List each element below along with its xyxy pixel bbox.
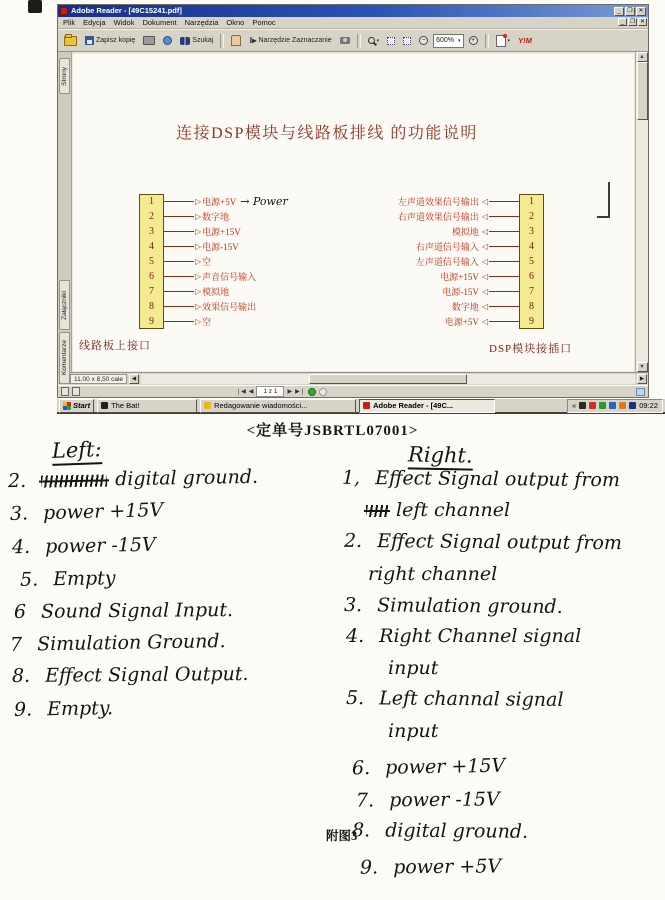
pin-label: 声音信号输入	[202, 272, 257, 282]
right-connector-caption: DSP模块接插口	[489, 343, 573, 355]
handwritten-note: 9. Empty.	[13, 697, 114, 721]
scroll-up-icon[interactable]: ▲	[637, 52, 648, 62]
pin-row	[139, 299, 288, 314]
handwritten-note: 4. Right Channel signal	[346, 625, 582, 647]
pin-label: 左声道效果信号输出	[397, 197, 479, 207]
arrow-left-icon: ◁	[481, 241, 488, 251]
menu-okno[interactable]: Okno	[226, 18, 245, 27]
tab-komentarze[interactable]: Komentarze	[59, 332, 70, 384]
arrow-right-icon: ▷	[195, 241, 202, 251]
handwritten-note: 5. Empty	[19, 567, 116, 591]
pin-number: 8	[149, 301, 154, 312]
zoom-in-button[interactable]	[466, 34, 481, 47]
pin-number: 9	[529, 316, 534, 327]
scroll-right-icon[interactable]: ▶	[637, 374, 647, 384]
pin-label: 电源+15V	[440, 272, 479, 282]
menu-edycja[interactable]: Edycja	[83, 18, 106, 27]
pin-label: 模拟地	[451, 227, 479, 237]
search-button[interactable]: Szukaj	[177, 35, 216, 47]
pin-row	[139, 269, 288, 284]
minimize-button[interactable]: _	[614, 7, 624, 16]
right-connector-diagram	[329, 194, 544, 329]
tab-zalaczniki[interactable]: Załączniki	[59, 280, 70, 330]
pin-wire	[489, 261, 519, 262]
arrow-right-icon: ▷	[195, 211, 202, 221]
pin-number: 7	[149, 286, 154, 297]
pin-number: 8	[529, 301, 534, 312]
pin-number: 6	[529, 271, 534, 282]
pin-label: 电源+15V	[202, 227, 241, 237]
chevron-down-icon: ▾	[376, 37, 380, 44]
vertical-scrollbar[interactable]	[635, 52, 648, 372]
camera-icon	[340, 37, 350, 44]
pin-wire	[164, 216, 194, 217]
first-page-button[interactable]: ❘◀	[236, 388, 246, 395]
handwritten-note: 3. power +15V	[9, 498, 164, 526]
pin-wire	[489, 216, 519, 217]
pin-number: 1	[529, 196, 534, 207]
pin-row	[139, 314, 288, 329]
pin-row	[329, 254, 544, 269]
globe-icon	[163, 36, 172, 45]
figure-label: 附图3	[326, 829, 358, 843]
pin-number: 9	[149, 316, 154, 327]
pin-number: 1	[149, 196, 154, 207]
pin-row	[329, 269, 544, 284]
pin-wire	[164, 231, 194, 232]
scroll-left-icon[interactable]: ◀	[129, 374, 139, 384]
pin-wire	[489, 306, 519, 307]
handwritten-note: 8. digital ground.	[351, 819, 529, 843]
arrow-right-icon: ▷	[195, 271, 202, 281]
create-pdf-button[interactable]	[493, 33, 514, 49]
handwritten-note: 6 Sound Signal Input.	[13, 599, 234, 623]
pin-label: 数字地	[451, 302, 479, 312]
yahoo-messenger-button[interactable]: Y!M	[518, 36, 532, 45]
start-button[interactable]: Start	[59, 399, 94, 413]
page-size-indicator: 11,00 x 8,50 cale	[70, 374, 127, 384]
next-page-button[interactable]: ▶	[287, 388, 293, 395]
arrow-left-icon: ◁	[481, 226, 488, 236]
pin-row	[139, 239, 288, 254]
arrow-right-icon: ▷	[195, 286, 202, 296]
pin-handwritten-annotation: → Power	[240, 195, 288, 208]
pin-number: 2	[529, 211, 534, 222]
pin-wire	[164, 321, 194, 322]
pin-wire	[489, 291, 519, 292]
fit-page-icon	[403, 37, 411, 45]
binoculars-icon	[180, 37, 190, 45]
task-adobe-reader[interactable]: Adobe Reader - [49C...	[359, 399, 495, 413]
pin-wire	[489, 231, 519, 232]
message-icon	[204, 402, 211, 409]
tray-icon-1[interactable]	[579, 402, 586, 409]
hand-tool-button[interactable]	[228, 33, 244, 48]
open-folder-icon	[64, 36, 77, 46]
pdf-page	[73, 54, 634, 371]
hand-icon	[231, 35, 241, 46]
magnifier-icon	[368, 37, 375, 44]
chevron-down-icon: ▾	[458, 37, 461, 44]
pin-row	[139, 194, 288, 209]
pin-number: 2	[149, 211, 154, 222]
pin-wire	[164, 276, 194, 277]
arrow-right-icon: ▷	[195, 226, 202, 236]
adobe-reader-window	[57, 4, 649, 398]
tray-icon-4[interactable]	[609, 402, 616, 409]
tray-clock: 09:22	[639, 401, 658, 410]
previous-view-button[interactable]	[308, 388, 316, 396]
adobe-reader-icon	[363, 402, 370, 409]
pin-wire	[489, 201, 519, 202]
next-view-button[interactable]	[319, 388, 327, 396]
page-navigation	[236, 386, 327, 397]
pin-label: 电源+5V	[202, 197, 237, 207]
pin-label: 右声道信号输入	[415, 242, 479, 252]
bracket-mark	[597, 182, 610, 218]
pin-number: 4	[529, 241, 534, 252]
order-number-caption: <定单号JSBRTL07001>	[246, 423, 419, 439]
zoom-out-button[interactable]	[416, 34, 431, 47]
printer-icon	[143, 36, 155, 45]
pin-row	[329, 239, 544, 254]
pdf-document-title: 连接DSP模块与线路板排线 的功能说明	[176, 125, 478, 142]
save-icon	[85, 36, 94, 45]
tray-icon-3[interactable]	[599, 402, 606, 409]
handwritten-note: input	[388, 657, 439, 679]
pin-row	[139, 224, 288, 239]
arrow-left-icon: ◁	[481, 196, 488, 206]
handwritten-note: 6. power +15V	[351, 754, 506, 780]
navigation-tab-strip	[58, 52, 72, 376]
pin-row	[329, 209, 544, 224]
handwritten-note: 7. power -15V	[355, 788, 500, 812]
pin-row	[329, 194, 544, 209]
create-pdf-icon	[496, 35, 506, 47]
pin-label: 数字地	[202, 212, 230, 222]
pin-wire	[489, 321, 519, 322]
handwritten-note: 2. Effect Signal output from	[343, 529, 623, 555]
handwritten-note: 5. Left channal signal	[345, 687, 564, 711]
previous-page-button[interactable]: ◀	[248, 388, 254, 395]
handwritten-note: 9. power +5V	[359, 855, 502, 879]
arrow-left-icon: ◁	[481, 286, 488, 296]
pin-row	[329, 284, 544, 299]
scribbled-out-word	[366, 505, 388, 517]
text-select-icon: I▸	[249, 36, 257, 45]
save-copy-button[interactable]: Zapisz kopię	[82, 34, 138, 47]
zoom-tool-button[interactable]	[365, 35, 383, 46]
menu-bar	[58, 17, 648, 29]
restore-button[interactable]: ❐	[625, 7, 635, 16]
chevron-down-icon: ▾	[507, 37, 511, 44]
select-tool-button[interactable]: I▸ Narzędzie Zaznaczanie	[249, 36, 332, 45]
handwritten-note: right channel	[368, 563, 498, 585]
pin-label: 模拟地	[202, 287, 230, 297]
fit-width-button[interactable]	[384, 35, 398, 47]
email-button[interactable]	[160, 34, 175, 47]
task-redagowanie[interactable]: Redagowanie wiadomości...	[200, 399, 356, 413]
doc-restore-button[interactable]: ❐	[629, 19, 636, 25]
system-tray	[567, 399, 663, 413]
pin-row	[139, 209, 288, 224]
handwritten-note: 3. Simulation ground.	[343, 594, 563, 618]
window-title: Adobe Reader - [49C15241.pdf]	[71, 6, 182, 16]
handwritten-note: 4. power -15V	[11, 533, 156, 559]
scroll-down-icon[interactable]: ▼	[637, 362, 648, 372]
tray-icon-5[interactable]	[619, 402, 626, 409]
zoom-level-combo[interactable]: 600% ▾	[433, 34, 463, 48]
pin-wire	[164, 291, 194, 292]
fit-width-icon	[387, 37, 395, 45]
pin-row	[329, 314, 544, 329]
toolbar-separator	[357, 34, 361, 48]
status-right-icon	[636, 388, 645, 396]
pin-wire	[164, 261, 194, 262]
pin-number: 7	[529, 286, 534, 297]
vertical-scroll-thumb[interactable]	[637, 62, 648, 120]
handwritten-note: 8. Effect Signal Output.	[11, 662, 249, 688]
arrow-right-icon: ▷	[195, 316, 202, 326]
arrow-left-icon: ◁	[481, 256, 488, 266]
close-button[interactable]: ✕	[636, 7, 646, 16]
pin-number: 5	[529, 256, 534, 267]
pin-number: 3	[149, 226, 154, 237]
pin-wire	[164, 201, 194, 202]
horizontal-scroll-row	[58, 372, 648, 385]
snapshot-button[interactable]	[337, 35, 353, 46]
menu-plik[interactable]: Plik	[63, 18, 76, 27]
handwritten-right-heading: Right.	[408, 444, 473, 470]
horizontal-scroll-thumb[interactable]	[309, 374, 467, 384]
pin-label: 左声道信号输入	[415, 257, 479, 267]
pin-wire	[164, 306, 194, 307]
scribbled-out-word	[41, 474, 107, 487]
pin-label: 空	[202, 317, 212, 327]
pin-label: 电源-15V	[202, 242, 239, 252]
pin-label: 效果信号输出	[202, 302, 257, 312]
adobe-reader-icon	[60, 7, 68, 15]
arrow-right-icon: ▷	[195, 301, 202, 311]
pin-wire	[164, 246, 194, 247]
pin-row	[139, 254, 288, 269]
pin-number: 6	[149, 271, 154, 282]
toolbar-separator	[485, 34, 489, 48]
pin-label: 右声道效果信号输出	[397, 212, 479, 222]
toolbar	[58, 29, 648, 52]
title-bar	[58, 5, 648, 17]
toolbar-separator	[220, 34, 224, 48]
handwritten-note: 7 Simulation Ground.	[9, 630, 226, 656]
tray-collapse-button[interactable]: «	[572, 401, 577, 410]
arrow-left-icon: ◁	[481, 211, 488, 221]
task-the-bat[interactable]: The Bat!	[97, 399, 197, 413]
doc-minimize-button[interactable]: _	[618, 18, 627, 26]
arrow-left-icon: ◁	[481, 316, 488, 326]
print-button[interactable]	[140, 34, 158, 47]
handwritten-note: 2. digital ground.	[7, 465, 259, 493]
pin-row	[329, 224, 544, 239]
left-connector-diagram	[139, 194, 288, 329]
pin-label: 空	[202, 257, 212, 267]
continuous-layout-icon[interactable]	[72, 387, 80, 396]
windows-flag-icon	[63, 402, 71, 410]
tray-icon-6[interactable]	[629, 402, 636, 409]
menu-widok[interactable]: Widok	[113, 18, 135, 27]
open-button[interactable]	[61, 34, 80, 48]
horizontal-scrollbar[interactable]	[141, 374, 635, 384]
windows-taskbar	[57, 398, 665, 414]
fit-page-button[interactable]	[400, 35, 414, 47]
pin-row	[139, 284, 288, 299]
handwritten-left-heading: Left:	[52, 439, 103, 466]
status-bar	[58, 385, 648, 397]
pin-number: 4	[149, 241, 154, 252]
pin-row	[329, 299, 544, 314]
tray-icon-2[interactable]	[589, 402, 596, 409]
last-page-button[interactable]: ▶❘	[295, 388, 305, 395]
pin-number: 3	[529, 226, 534, 237]
menu-narzedzia[interactable]: Narzędzia	[184, 18, 219, 27]
pin-wire	[489, 246, 519, 247]
arrow-left-icon: ◁	[481, 271, 488, 281]
document-pane	[72, 52, 635, 372]
plus-icon: +	[469, 36, 478, 45]
left-connector-caption: 线路板上接口	[79, 340, 151, 352]
arrow-right-icon: ▷	[195, 196, 202, 206]
handwritten-note: input	[388, 720, 439, 742]
tab-strony[interactable]: Strony	[59, 58, 70, 94]
pin-number: 5	[149, 256, 154, 267]
the-bat-icon	[101, 402, 108, 409]
handwritten-note: 1, Effect Signal output from	[341, 466, 621, 492]
arrow-left-icon: ◁	[481, 301, 488, 311]
minus-icon: −	[419, 36, 428, 45]
menu-pomoc[interactable]: Pomoc	[252, 18, 276, 27]
single-page-layout-icon[interactable]	[61, 387, 69, 396]
scan-artifact	[28, 0, 42, 13]
page-indicator[interactable]: 1 z 1	[256, 386, 284, 397]
handwritten-note: left channel	[366, 501, 510, 520]
arrow-right-icon: ▷	[195, 256, 202, 266]
doc-close-button[interactable]: ✕	[639, 19, 646, 25]
pin-wire	[489, 276, 519, 277]
menu-dokument[interactable]: Dokument	[142, 18, 177, 27]
pin-label: 电源+5V	[444, 317, 479, 327]
pin-label: 电源-15V	[442, 287, 479, 297]
